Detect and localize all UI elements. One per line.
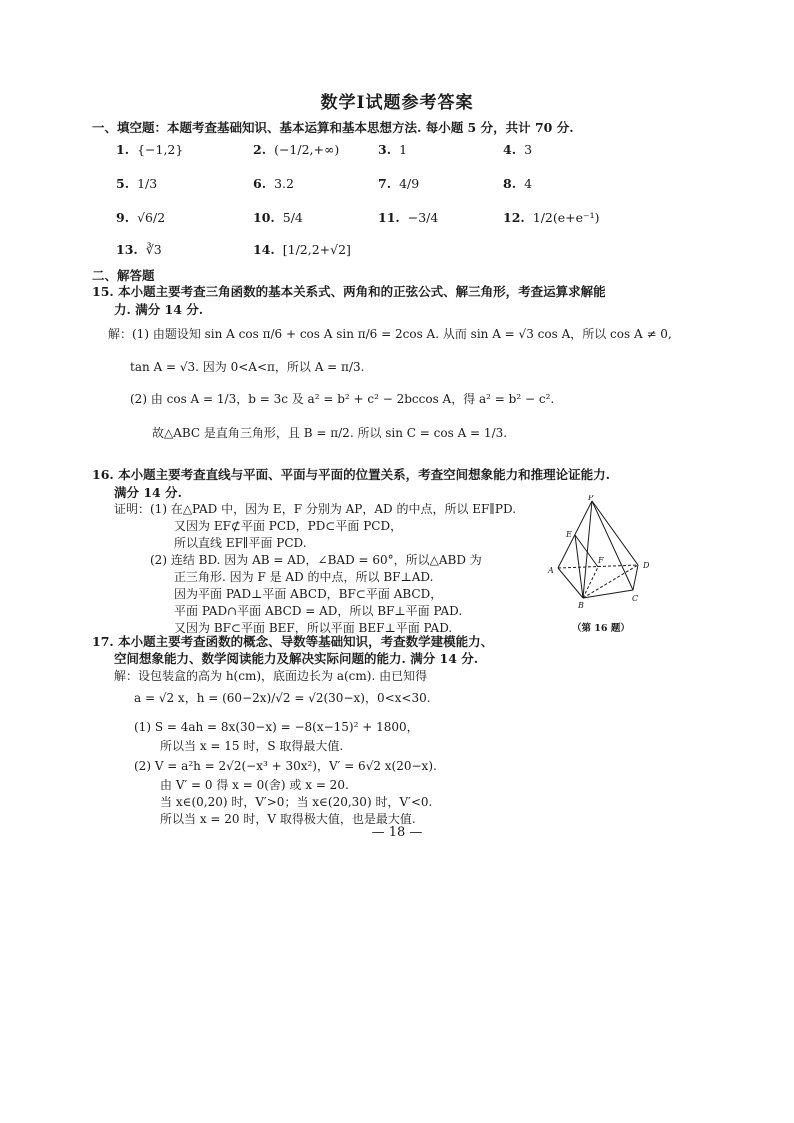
answer-item: 5. 1/3: [116, 176, 158, 191]
q17-solution-line: 所以当 x = 15 时，S 取得最大值.: [160, 739, 344, 753]
q15-solution-line: 故△ABC 是直角三角形，且 B = π/2. 所以 sin C = cos A = 1/3.: [152, 426, 508, 440]
figure-caption: （第 16 题）: [572, 623, 630, 634]
answer-item: 9. √6/2: [116, 210, 166, 225]
vertex-label-P: P: [588, 495, 594, 502]
answer-item: 6. 3.2: [253, 176, 294, 191]
q17-solution-line: (2) V = a²h = 2√2(−x³ + 30x²)，V′ = 6√2 x(20−x).: [134, 759, 437, 773]
vertex-label-D: D: [643, 561, 650, 570]
q17-solution-line: 当 x∈(0,20) 时，V′>0；当 x∈(20,30) 时，V′<0.: [160, 795, 433, 809]
answer-item: 4. 3: [503, 142, 533, 157]
vertex-label-F: F: [598, 556, 604, 565]
edge-PC: [592, 501, 633, 590]
answer-item: 10. 5/4: [253, 210, 303, 225]
answer-item: 14. [1/2,2+√2]: [253, 242, 351, 257]
q16-heading-line1: 16. 本小题主要考查直线与平面、平面与平面的位置关系，考查空间想象能力和推理论证能力.: [92, 467, 610, 482]
q16-proof-line: 所以直线 EF∥平面 PCD.: [174, 536, 307, 550]
q16-proof-line: 因为平面 PAD⊥平面 ABCD，BF⊂平面 ABCD，: [174, 587, 443, 601]
edge-AD: [558, 565, 638, 568]
edge-BD: [583, 565, 638, 598]
vertex-label-A: A: [548, 566, 554, 575]
pyramid-figure: [540, 495, 670, 620]
q17-heading-line2: 空间想象能力、数学阅读能力及解决实际问题的能力. 满分 14 分.: [114, 651, 479, 666]
page-number: — 18 —: [371, 825, 423, 840]
vertex-label-C: C: [632, 594, 639, 603]
q16-proof-line: 又因为 EF⊄平面 PCD，PD⊂平面 PCD，: [174, 519, 403, 533]
answer-item: 2. (−1/2,+∞): [253, 142, 340, 157]
q15-solution-line: 解：(1) 由题设知 sin A cos π/6 + cos A sin π/6 = 2cos A. 从而 sin A = √3 cos A，所以 cos A ≠ 0,: [108, 327, 672, 341]
edge-AB: [558, 568, 583, 598]
q16-proof-line: (2) 连结 BD. 因为 AB = AD，∠BAD = 60°，所以△ABD 为: [150, 553, 482, 567]
q16-proof-line: 正三角形. 因为 F 是 AD 的中点，所以 BF⊥AD.: [174, 570, 434, 584]
q17-solution-line: 解：设包装盒的高为 h(cm)，底面边长为 a(cm). 由已知得: [114, 669, 428, 683]
edge-CD: [633, 565, 638, 590]
q15-heading-line1: 15. 本小题主要考查三角函数的基本关系式、两角和的正弦公式、解三角形，考查运算求解能: [92, 284, 606, 299]
q15-heading-line2: 力. 满分 14 分.: [114, 302, 204, 317]
answer-item: 1. {−1,2}: [116, 142, 184, 157]
page-title: 数学Ⅰ试题参考答案: [320, 93, 474, 113]
answer-item: 8. 4: [503, 176, 533, 191]
q16-proof-line: 平面 PAD∩平面 ABCD = AD，所以 BF⊥平面 PAD.: [174, 604, 463, 618]
answer-item: 13. ∛3: [116, 242, 162, 257]
q15-solution-line: (2) 由 cos A = 1/3，b = 3c 及 a² = b² + c² − 2bccos A，得 a² = b² − c².: [130, 392, 555, 406]
q17-solution-line: 所以当 x = 20 时，V 取得极大值，也是最大值.: [160, 812, 416, 826]
section2-heading: 二、解答题: [92, 268, 155, 283]
q16-proof-line: 又因为 BF⊂平面 BEF，所以平面 BEF⊥平面 PAD.: [174, 621, 453, 635]
q16-heading-line2: 满分 14 分.: [114, 485, 182, 500]
q17-solution-line: a = √2 x，h = (60−2x)/√2 = √2(30−x)，0<x<30.: [134, 691, 431, 705]
vertex-label-E: E: [566, 530, 572, 539]
q17-heading-line1: 17. 本小题主要考查函数的概念、导数等基础知识，考查数学建模能力、: [92, 634, 494, 649]
vertex-label-B: B: [578, 601, 584, 610]
answer-item: 7. 4/9: [378, 176, 420, 191]
answer-item: 11. −3/4: [378, 210, 439, 225]
answer-item: 3. 1: [378, 142, 408, 157]
q15-solution-line: tan A = √3. 因为 0<A<π，所以 A = π/3.: [130, 360, 365, 374]
q16-proof-line: 证明：(1) 在△PAD 中，因为 E，F 分别为 AP，AD 的中点，所以 EF∥PD.: [114, 502, 517, 516]
q17-solution-line: 由 V′ = 0 得 x = 0(舍) 或 x = 20.: [160, 778, 349, 792]
section1-heading: 一、填空题：本题考查基础知识、基本运算和基本思想方法. 每小题 5 分，共计 70 分.: [92, 120, 574, 135]
edge-BC: [583, 590, 633, 598]
answer-item: 12. 1/2(e+e⁻¹): [503, 210, 600, 225]
q17-solution-line: (1) S = 4ah = 8x(30−x) = −8(x−15)² + 1800，: [134, 720, 419, 734]
